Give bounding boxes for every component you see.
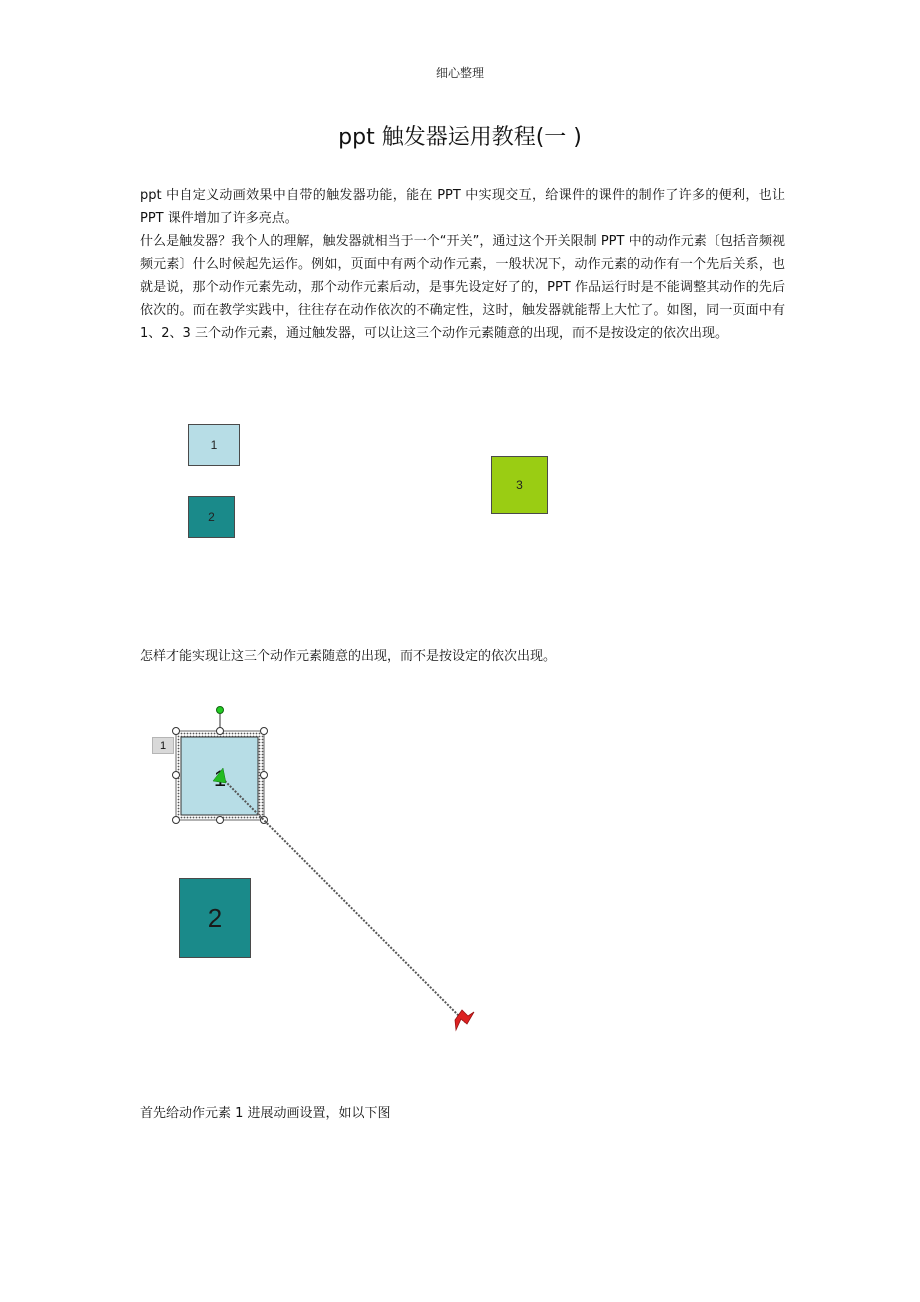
step-paragraph: 首先给动作元素 1 进展动画设置，如以下图 — [140, 1106, 391, 1121]
trigger-explanation-paragraph: 什么是触发器？我个人的理解，触发器就相当于一个“开关”，通过这个开关限制 PPT 中的动作元素〔包括音频视频元素〕什么时候起先运作。例如，页面中有两个动作元素，一般状况下，动作元素的动作有一个先后关系，也就是说，那个动作元素先动，那个动作元素后动，是事先设定好了的，PPT 作品运行时是不能调整其动作的先后依次的。而在教学实践中，往往存在动作依次的不确定性，这时，触发器就能帮上大忙了。如图，同一页面中有 1、2、3 三个动作元素，通过触发器，可以让这三个动作元素随意的出现，而不是按设定的依次出现。 — [140, 234, 785, 341]
figure1-element-1 — [188, 424, 240, 466]
rotation-handle-icon — [217, 707, 224, 714]
motion-path-figure — [140, 700, 500, 1050]
page-header: 细心整理 — [435, 66, 484, 80]
figure1-element-2 — [188, 496, 235, 538]
figure1-element-3-label: 3 — [516, 478, 523, 492]
figure1-element-1-label: 1 — [210, 438, 218, 452]
intro-paragraph: ppt 中自定义动画效果中自带的触发器功能，能在 PPT 中实现交互，给课件的课件的制作了许多的便利，也让 PPT 课件增加了许多亮点。 — [140, 188, 785, 226]
figure1-element-3 — [491, 456, 548, 514]
animation-order-tag: 1 — [152, 737, 174, 754]
question-paragraph: 怎样才能实现让这三个动作元素随意的出现，而不是按设定的依次出现。 — [140, 649, 557, 664]
figure2-element-2-label: 2 — [207, 902, 223, 933]
figure1-element-2-label: 2 — [208, 510, 215, 524]
page-title: ppt 触发器运用教程(一 ) — [338, 125, 582, 150]
figure2-element-2 — [179, 878, 251, 958]
end-point-arrow-icon — [455, 1010, 474, 1030]
